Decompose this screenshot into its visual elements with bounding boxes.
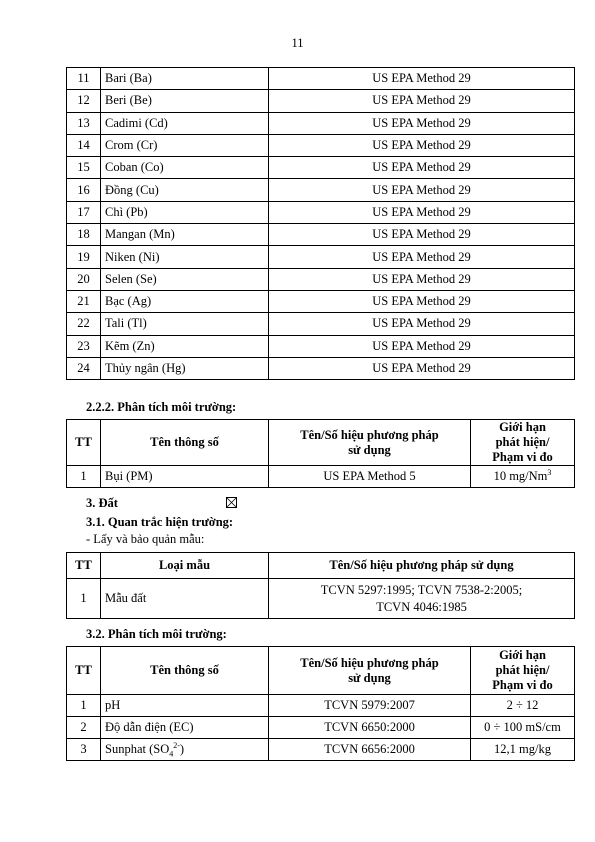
cell-method: US EPA Method 29 — [269, 112, 575, 134]
section-32-heading: 3.2. Phân tích môi trường: — [86, 627, 227, 641]
cell-method: US EPA Method 29 — [269, 179, 575, 201]
cell-method: US EPA Method 29 — [269, 357, 575, 379]
cell-name: Thủy ngân (Hg) — [101, 357, 269, 379]
table-row — [67, 224, 575, 246]
header-method: Tên/Số hiệu phương pháp sử dụng — [269, 553, 575, 579]
cell-tt: 19 — [67, 246, 101, 268]
table-row — [67, 157, 575, 179]
page-number: 11 — [291, 36, 304, 50]
section-3-heading: 3. Đất — [86, 496, 118, 510]
header-sample-type: Loại mẫu — [101, 553, 269, 579]
header-limit: Giới hạn phát hiện/ Phạm vi đo — [471, 420, 575, 466]
table-row — [67, 201, 575, 223]
metals-table — [66, 67, 575, 380]
header-method: Tên/Số hiệu phương pháp sử dụng — [269, 647, 471, 695]
sampling-note: - Lấy và bảo quản mẫu: — [86, 532, 205, 546]
cell-method: US EPA Method 29 — [269, 335, 575, 357]
cell-method: US EPA Method 29 — [269, 268, 575, 290]
section-31-heading: 3.1. Quan trắc hiện trường: — [86, 515, 234, 529]
table-row: 1 Bụi (PM) US EPA Method 5 10 mg/Nm$^3$ — [67, 466, 575, 488]
cell-name: Bạc (Ag) — [101, 290, 269, 312]
table-row — [67, 68, 575, 90]
cell-name: Chì (Pb) — [101, 201, 269, 223]
cell-name: Đồng (Cu) — [101, 179, 269, 201]
cell-tt: 13 — [67, 112, 101, 134]
cell-name: Crom (Cr) — [101, 134, 269, 156]
cell-name: Coban (Co) — [101, 157, 269, 179]
cell-tt: 12 — [67, 90, 101, 112]
section-222-heading: 2.2.2. Phân tích môi trường: — [86, 400, 237, 414]
table-row — [67, 90, 575, 112]
cell-name: Niken (Ni) — [101, 246, 269, 268]
cell-name: Kẽm (Zn) — [101, 335, 269, 357]
table-row — [67, 179, 575, 201]
cell-tt: 20 — [67, 268, 101, 290]
cell-name: Selen (Se) — [101, 268, 269, 290]
table-row: 3 Sunphat $(SO_4^{2-})$ TCVN 6656:2000 12,1 mg/kg — [67, 739, 575, 761]
header-tt: TT — [67, 420, 101, 466]
sampling-table — [66, 552, 575, 619]
table-row — [67, 112, 575, 134]
table-row — [67, 134, 575, 156]
header-param: Tên thông số — [101, 420, 269, 466]
cell-name: Cadimi (Cd) — [101, 112, 269, 134]
cell-tt: 17 — [67, 201, 101, 223]
cell-method: US EPA Method 29 — [269, 68, 575, 90]
cell-name: Beri (Be) — [101, 90, 269, 112]
cell-tt: 11 — [67, 68, 101, 90]
cell-method: US EPA Method 29 — [269, 157, 575, 179]
cell-tt: 14 — [67, 134, 101, 156]
header-limit: Giới hạn phát hiện/ Phạm vi đo — [471, 647, 575, 695]
cell-method: US EPA Method 29 — [269, 134, 575, 156]
table-row: 1 Mẫu đất TCVN 5297:1995; TCVN 7538-2:2005; TCVN 4046:1985 — [67, 579, 575, 619]
table-row — [67, 290, 575, 312]
cell-tt: 21 — [67, 290, 101, 312]
cell-method: US EPA Method 29 — [269, 313, 575, 335]
air-analysis-table — [66, 419, 575, 488]
table-row — [67, 335, 575, 357]
cell-tt: 24 — [67, 357, 101, 379]
table-row: 1 pH TCVN 5979:2007 2 ÷ 12 — [67, 695, 575, 717]
cell-tt: 23 — [67, 335, 101, 357]
header-tt: TT — [67, 647, 101, 695]
checkbox-icon — [226, 497, 237, 508]
table-row — [67, 246, 575, 268]
cell-method: US EPA Method 29 — [269, 90, 575, 112]
header-method: Tên/Số hiệu phương pháp sử dụng — [269, 420, 471, 466]
table-row: 2 Độ dẫn điện (EC) TCVN 6650:2000 0 ÷ 100 mS/cm — [67, 717, 575, 739]
header-param: Tên thông số — [101, 647, 269, 695]
cell-name: Bari (Ba) — [101, 68, 269, 90]
table-row — [67, 357, 575, 379]
cell-name: Tali (Tl) — [101, 313, 269, 335]
cell-name: Mangan (Mn) — [101, 224, 269, 246]
cell-tt: 18 — [67, 224, 101, 246]
cell-method: US EPA Method 29 — [269, 201, 575, 223]
table-row — [67, 268, 575, 290]
table-row — [67, 313, 575, 335]
cell-tt: 15 — [67, 157, 101, 179]
cell-method: US EPA Method 29 — [269, 224, 575, 246]
cell-tt: 22 — [67, 313, 101, 335]
soil-analysis-table — [66, 646, 575, 761]
cell-tt: 16 — [67, 179, 101, 201]
cell-method: US EPA Method 29 — [269, 246, 575, 268]
header-tt: TT — [67, 553, 101, 579]
cell-method: US EPA Method 29 — [269, 290, 575, 312]
